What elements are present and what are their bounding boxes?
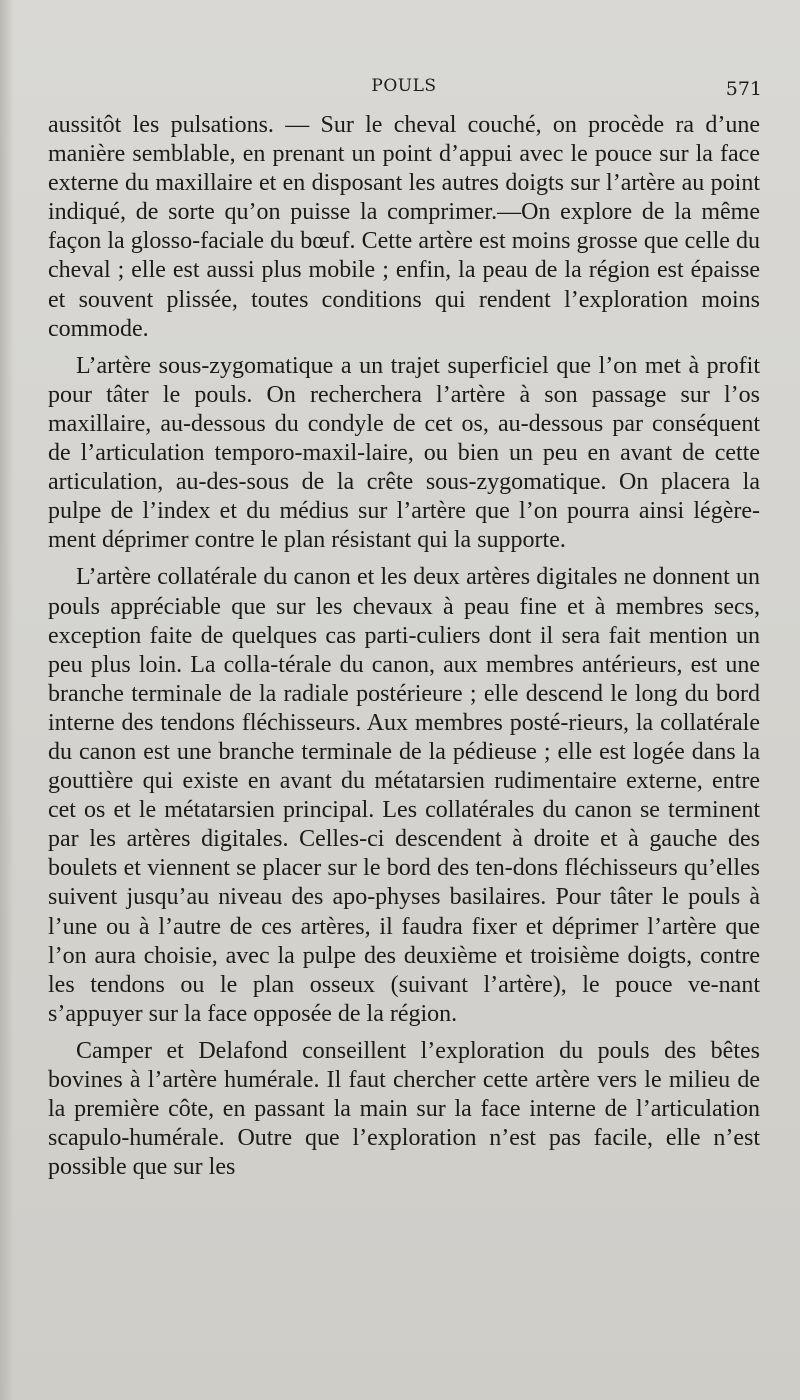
running-title: POULS — [371, 76, 437, 96]
paragraph-humerale: Camper et Delafond conseillent l’exploration du pouls des bêtes bovines à l’artère humérale. Il faut chercher cette artère vers le milieu de la première côte, en passant la main sur la face interne de l’articulation scapulo-humérale. Outre que l’exploration n’est pas facile, elle n’est possible que sur les — [48, 1037, 760, 1181]
paragraph-continuation: aussitôt les pulsations. — Sur le cheval couché, on procède ra d’une manière semblable, en prenant un point d’appui avec le pouce sur la face externe du maxillaire et en disposant les autres doigts sur l’artère au point indiqué, de sorte qu’on puisse la comprimer.—On explore de la même façon la glosso-faciale du bœuf. Cette artère est moins grosse que celle du cheval ; elle est aussi plus mobile ; enfin, la peau de la région est épaisse et souvent plissée, toutes conditions qui rendent l’exploration moins commode. — [48, 112, 760, 342]
paragraph-sous-zygomatique: L’artère sous-zygomatique a un trajet superficiel que l’on met à profit pour tâter le pouls. On recherchera l’artère à son passage sur l’os maxillaire, au-dessous du condyle de cet os, au-dessous par conséquent de l’articulation temporo-maxil-laire, ou bien un peu en avant de cette articulation, au-des-sous de la crête sous-zygomatique. On placera la pulpe de l’index et du médius sur l’artère que l’on pourra ainsi légère-ment déprimer contre le plan résistant qui la supporte. — [48, 352, 760, 554]
running-header — [48, 76, 760, 102]
page-gutter-shadow — [0, 0, 14, 1400]
paragraph-collaterale-canon: L’artère collatérale du canon et les deux artères digitales ne donnent un pouls appréciable que sur les chevaux à peau fine et à membres secs, exception faite de quelques cas parti-culiers dont il sera fait mention un peu plus loin. La colla-térale du canon, aux membres antérieurs, est une branche terminale de la radiale postérieure ; elle descend le long du bord interne des tendons fléchisseurs. Aux membres posté-rieurs, la collatérale du canon est une branche terminale de la pédieuse ; elle est logée dans la gouttière qui existe en avant du métatarsien rudimentaire externe, entre cet os et le métatarsien principal. Les collatérales du canon se terminent par les artères digitales. Celles-ci descendent à droite et à gauche des boulets et viennent se placer sur le bord des ten-dons fléchisseurs qu’elles suivent jusqu’au niveau des apo-physes basilaires. Pour tâter le pouls à l’une ou à l’autre de ces artères, il faudra fixer et déprimer l’artère que l’on aura choisie, avec la pulpe des deuxième et troisième doigts, contre les tendons ou le plan osseux (suivant l’artère), le pouce ve-nant s’appuyer sur la face opposée de la région. — [48, 564, 760, 1027]
page-number: 571 — [725, 78, 762, 100]
body-text — [48, 111, 760, 1182]
